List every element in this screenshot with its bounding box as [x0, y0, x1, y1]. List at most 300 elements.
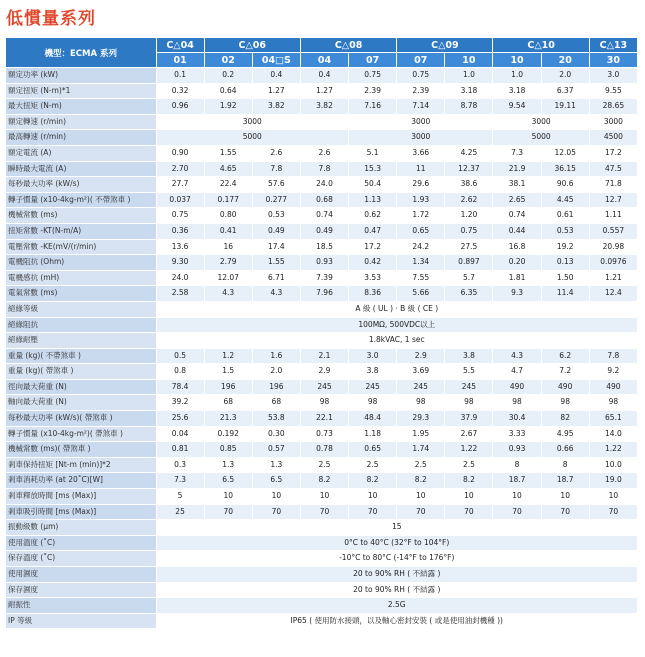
table-cell: 3000 — [349, 130, 493, 146]
table-cell: 0.75 — [349, 68, 397, 84]
table-cell: 1.74 — [397, 442, 445, 458]
table-cell: 98 — [493, 395, 541, 411]
table-row — [6, 582, 638, 598]
table-cell: 98 — [397, 395, 445, 411]
table-cell: 3.8 — [445, 348, 493, 364]
table-row — [6, 379, 638, 395]
table-cell: 24.0 — [300, 177, 348, 193]
table-cell: 20.98 — [589, 239, 637, 255]
table-cell: 2.67 — [445, 426, 493, 442]
table-cell: IP65 ( 使用防水接頭，以及軸心密封安裝 ( 或是使用油封機種 )) — [156, 613, 638, 629]
table-cell: 1.0 — [445, 68, 493, 84]
sub-header: 07 — [397, 53, 445, 68]
table-cell: 12.4 — [589, 286, 637, 302]
table-cell: 98 — [300, 395, 348, 411]
table-cell: 2.5 — [445, 457, 493, 473]
table-cell: 0.037 — [156, 192, 204, 208]
table-cell: 98 — [349, 395, 397, 411]
table-cell: 6.5 — [204, 473, 252, 489]
table-cell: 10 — [589, 489, 637, 505]
table-cell: 0°C to 40°C (32°F to 104°F) — [156, 535, 638, 551]
table-cell: 38.6 — [445, 177, 493, 193]
table-cell: 17.2 — [349, 239, 397, 255]
table-cell: 21.3 — [204, 411, 252, 427]
table-cell: 1.81 — [493, 270, 541, 286]
table-row — [6, 489, 638, 505]
table-cell: 1.20 — [445, 208, 493, 224]
table-cell: 0.557 — [589, 223, 637, 239]
spec-table — [6, 38, 638, 629]
row-label: 保存溫度 (˚C) — [6, 551, 156, 567]
table-cell: 0.41 — [204, 223, 252, 239]
table-cell: 245 — [397, 379, 445, 395]
table-cell: 196 — [204, 379, 252, 395]
table-cell: 0.897 — [445, 255, 493, 271]
table-cell: 1.55 — [252, 255, 300, 271]
row-label: 絕緣等級 — [6, 301, 156, 317]
table-cell: 2.65 — [493, 192, 541, 208]
table-cell: 18.7 — [541, 473, 589, 489]
table-row — [6, 426, 638, 442]
table-cell: 5 — [156, 489, 204, 505]
table-cell: 5.66 — [397, 286, 445, 302]
table-cell: 19.0 — [589, 473, 637, 489]
row-label: 機械常數 (ms)( 帶煞車 ) — [6, 442, 156, 458]
table-cell: 0.64 — [204, 83, 252, 99]
table-cell: 245 — [349, 379, 397, 395]
table-cell: 16.8 — [493, 239, 541, 255]
sub-header: 02 — [204, 53, 252, 68]
table-cell: 48.4 — [349, 411, 397, 427]
table-cell: 2.58 — [156, 286, 204, 302]
sub-header: 07 — [349, 53, 397, 68]
table-row — [6, 473, 638, 489]
table-cell: 0.68 — [300, 192, 348, 208]
table-cell: 1.3 — [252, 457, 300, 473]
table-row — [6, 567, 638, 583]
table-cell: 7.96 — [300, 286, 348, 302]
table-cell: 15 — [156, 520, 638, 536]
table-cell: 5000 — [156, 130, 349, 146]
table-cell: 19.2 — [541, 239, 589, 255]
row-label: 轉子慣量 (x10-4kg-m²)( 不帶煞車 ) — [6, 192, 156, 208]
sub-header: 30 — [589, 53, 637, 68]
table-cell: 0.85 — [204, 442, 252, 458]
row-label: 剎車釋放時間 [ms (Max)] — [6, 489, 156, 505]
table-cell: 47.5 — [589, 161, 637, 177]
table-cell: 4.45 — [541, 192, 589, 208]
table-cell: 0.5 — [156, 348, 204, 364]
table-cell: 4500 — [589, 130, 637, 146]
table-cell: 22.4 — [204, 177, 252, 193]
table-cell: 0.93 — [493, 442, 541, 458]
table-cell: 10 — [541, 489, 589, 505]
table-row — [6, 504, 638, 520]
table-cell: 2.9 — [397, 348, 445, 364]
table-cell: 4.3 — [252, 286, 300, 302]
table-cell: 0.177 — [204, 192, 252, 208]
table-cell: 10 — [300, 489, 348, 505]
table-cell: 0.49 — [300, 223, 348, 239]
table-cell: 0.30 — [252, 426, 300, 442]
table-cell: 0.93 — [300, 255, 348, 271]
table-row — [6, 411, 638, 427]
table-cell: 0.49 — [252, 223, 300, 239]
row-label: 每秒最大功率 (kW/s) — [6, 177, 156, 193]
table-cell: 1.50 — [541, 270, 589, 286]
table-row — [6, 223, 638, 239]
table-cell: 98 — [541, 395, 589, 411]
group-header: C△10 — [493, 38, 589, 53]
table-cell: 11.4 — [541, 286, 589, 302]
table-cell: 7.55 — [397, 270, 445, 286]
table-cell: 27.5 — [445, 239, 493, 255]
table-cell: 8.2 — [349, 473, 397, 489]
table-cell: 65.1 — [589, 411, 637, 427]
table-cell: 2.5 — [397, 457, 445, 473]
table-cell: 0.74 — [493, 208, 541, 224]
table-cell: 0.13 — [541, 255, 589, 271]
table-cell: 196 — [252, 379, 300, 395]
sub-header: 10 — [493, 53, 541, 68]
table-cell: 6.35 — [445, 286, 493, 302]
sub-header: 01 — [156, 53, 204, 68]
table-row — [6, 239, 638, 255]
table-row — [6, 83, 638, 99]
table-cell: 0.74 — [300, 208, 348, 224]
table-cell: 70 — [589, 504, 637, 520]
table-cell: 3000 — [156, 114, 349, 130]
table-row — [6, 520, 638, 536]
table-cell: 37.9 — [445, 411, 493, 427]
table-cell: 17.2 — [589, 145, 637, 161]
table-cell: 2.5 — [300, 457, 348, 473]
table-cell: 0.80 — [204, 208, 252, 224]
row-label: 使用溫度 (˚C) — [6, 535, 156, 551]
table-cell: 3.82 — [300, 99, 348, 115]
table-cell: 0.0976 — [589, 255, 637, 271]
table-cell: 16 — [204, 239, 252, 255]
table-row — [6, 145, 638, 161]
table-row — [6, 301, 638, 317]
row-label: 機械常數 (ms) — [6, 208, 156, 224]
table-cell: 1.92 — [204, 99, 252, 115]
table-cell: 0.277 — [252, 192, 300, 208]
table-cell: 27.7 — [156, 177, 204, 193]
table-cell: 6.5 — [252, 473, 300, 489]
table-cell: 0.81 — [156, 442, 204, 458]
model-header: 機型：ECMA 系列 — [6, 38, 156, 68]
table-cell: 2.6 — [300, 145, 348, 161]
table-cell: 0.192 — [204, 426, 252, 442]
table-cell: 1.0 — [493, 68, 541, 84]
table-cell: 70 — [300, 504, 348, 520]
table-cell: 1.95 — [397, 426, 445, 442]
table-cell: 0.90 — [156, 145, 204, 161]
table-cell: 3000 — [493, 114, 589, 130]
table-cell: 1.18 — [349, 426, 397, 442]
table-cell: 0.36 — [156, 223, 204, 239]
row-label: 保存濕度 — [6, 582, 156, 598]
table-cell: 0.65 — [349, 442, 397, 458]
table-cell: 25 — [156, 504, 204, 520]
table-cell: 2.39 — [349, 83, 397, 99]
table-cell: 8.36 — [349, 286, 397, 302]
table-cell: 50.4 — [349, 177, 397, 193]
row-label: 電機阻抗 (Ohm) — [6, 255, 156, 271]
table-row — [6, 99, 638, 115]
table-cell: 7.3 — [156, 473, 204, 489]
table-cell: 3.0 — [349, 348, 397, 364]
table-cell: 3000 — [589, 114, 637, 130]
table-cell: 70 — [445, 504, 493, 520]
table-cell: 90.6 — [541, 177, 589, 193]
table-cell: 1.11 — [589, 208, 637, 224]
table-cell: 10 — [493, 489, 541, 505]
table-cell: 12.37 — [445, 161, 493, 177]
table-cell: 6.2 — [541, 348, 589, 364]
table-cell: 36.15 — [541, 161, 589, 177]
table-row — [6, 114, 638, 130]
table-cell: 0.42 — [349, 255, 397, 271]
row-label: 每秒最大功率 (kW/s)( 帶煞車 ) — [6, 411, 156, 427]
table-cell: 1.3 — [204, 457, 252, 473]
table-cell: 4.7 — [493, 364, 541, 380]
table-row — [6, 457, 638, 473]
table-cell: 21.9 — [493, 161, 541, 177]
table-cell: 20 to 90% RH ( 不結露 ) — [156, 582, 638, 598]
table-cell: 2.5 — [349, 457, 397, 473]
table-cell: 53.8 — [252, 411, 300, 427]
table-cell: 68 — [204, 395, 252, 411]
table-cell: 9.30 — [156, 255, 204, 271]
table-cell: 1.21 — [589, 270, 637, 286]
table-cell: 0.4 — [300, 68, 348, 84]
table-cell: 10 — [397, 489, 445, 505]
group-header: C△04 — [156, 38, 204, 53]
table-cell: 0.75 — [397, 68, 445, 84]
table-cell: 3.18 — [445, 83, 493, 99]
table-cell: 70 — [204, 504, 252, 520]
table-row — [6, 270, 638, 286]
table-cell: 4.3 — [204, 286, 252, 302]
table-cell: 3.33 — [493, 426, 541, 442]
table-cell: 78.4 — [156, 379, 204, 395]
table-cell: 9.3 — [493, 286, 541, 302]
group-header: C△13 — [589, 38, 637, 53]
table-cell: 1.72 — [397, 208, 445, 224]
row-label: 額定電流 (A) — [6, 145, 156, 161]
table-row — [6, 613, 638, 629]
table-cell: 70 — [349, 504, 397, 520]
table-cell: 8.2 — [445, 473, 493, 489]
row-label: 徑向最大荷重 (N) — [6, 379, 156, 395]
table-cell: 25.6 — [156, 411, 204, 427]
table-cell: 3.0 — [589, 68, 637, 84]
row-label: 電壓常數 -KE(mV/(r/min) — [6, 239, 156, 255]
table-cell: 3.53 — [349, 270, 397, 286]
table-cell: 2.39 — [397, 83, 445, 99]
table-cell: 1.8kVAC, 1 sec — [156, 333, 638, 349]
table-cell: 70 — [252, 504, 300, 520]
table-cell: 10 — [445, 489, 493, 505]
table-cell: 10 — [204, 489, 252, 505]
table-cell: 1.27 — [252, 83, 300, 99]
row-label: 剎車保持扭矩 [Nt-m (min)]*2 — [6, 457, 156, 473]
table-cell: 18.7 — [493, 473, 541, 489]
table-row — [6, 192, 638, 208]
table-row — [6, 395, 638, 411]
table-cell: 6.37 — [541, 83, 589, 99]
table-cell: 1.27 — [300, 83, 348, 99]
table-cell: 5000 — [493, 130, 589, 146]
table-cell: 2.5G — [156, 598, 638, 614]
table-cell: 9.2 — [589, 364, 637, 380]
table-cell: 4.95 — [541, 426, 589, 442]
row-label: 剎車消耗功率 (at 20˚C)[W] — [6, 473, 156, 489]
table-cell: 38.1 — [493, 177, 541, 193]
table-cell: 0.1 — [156, 68, 204, 84]
table-row — [6, 551, 638, 567]
table-cell: 0.57 — [252, 442, 300, 458]
table-cell: 1.93 — [397, 192, 445, 208]
table-cell: 4.25 — [445, 145, 493, 161]
table-cell: 71.8 — [589, 177, 637, 193]
table-row — [6, 535, 638, 551]
row-label: IP 等級 — [6, 613, 156, 629]
table-cell: 0.53 — [252, 208, 300, 224]
table-cell: 70 — [493, 504, 541, 520]
table-cell: 5.5 — [445, 364, 493, 380]
table-cell: 2.6 — [252, 145, 300, 161]
table-cell: 0.78 — [300, 442, 348, 458]
page-title: 低慣量系列 — [6, 9, 96, 29]
table-cell: 18.5 — [300, 239, 348, 255]
table-cell: 10 — [252, 489, 300, 505]
table-cell: 7.2 — [541, 364, 589, 380]
table-cell: 1.34 — [397, 255, 445, 271]
table-cell: 3000 — [349, 114, 493, 130]
table-cell: 0.61 — [541, 208, 589, 224]
table-cell: 8.2 — [397, 473, 445, 489]
sub-header: 10 — [445, 53, 493, 68]
table-cell: 3.18 — [493, 83, 541, 99]
row-label: 重量 (kg)( 不帶煞車 ) — [6, 348, 156, 364]
row-label: 重量 (kg)( 帶煞車 ) — [6, 364, 156, 380]
table-cell: 0.44 — [493, 223, 541, 239]
table-cell: 39.2 — [156, 395, 204, 411]
table-cell: 15.3 — [349, 161, 397, 177]
table-cell: 6.71 — [252, 270, 300, 286]
table-cell: 3.82 — [252, 99, 300, 115]
table-row — [6, 348, 638, 364]
sub-header: 20 — [541, 53, 589, 68]
table-cell: 7.16 — [349, 99, 397, 115]
table-cell: 4.65 — [204, 161, 252, 177]
table-cell: 1.22 — [589, 442, 637, 458]
table-cell: 7.8 — [252, 161, 300, 177]
table-cell: 0.2 — [204, 68, 252, 84]
table-cell: 4.3 — [493, 348, 541, 364]
table-cell: 0.73 — [300, 426, 348, 442]
row-label: 絕緣耐壓 — [6, 333, 156, 349]
table-cell: 0.3 — [156, 457, 204, 473]
table-cell: 12.07 — [204, 270, 252, 286]
table-cell: 2.9 — [300, 364, 348, 380]
table-cell: 7.8 — [589, 348, 637, 364]
table-cell: 82 — [541, 411, 589, 427]
table-cell: 490 — [589, 379, 637, 395]
row-label: 剎車吸引時間 [ms (Max)] — [6, 504, 156, 520]
row-label: 電氣常數 (ms) — [6, 286, 156, 302]
table-cell: 20 to 90% RH ( 不結露 ) — [156, 567, 638, 583]
table-cell: A 級 ( UL ) · B 級 ( CE ) — [156, 301, 638, 317]
table-cell: 29.6 — [397, 177, 445, 193]
table-cell: -10°C to 80°C (-14°F to 176°F) — [156, 551, 638, 567]
table-cell: 2.79 — [204, 255, 252, 271]
table-cell: 1.22 — [445, 442, 493, 458]
row-label: 振動級數 (μm) — [6, 520, 156, 536]
table-cell: 8.78 — [445, 99, 493, 115]
table-cell: 14.0 — [589, 426, 637, 442]
table-cell: 1.55 — [204, 145, 252, 161]
table-cell: 7.39 — [300, 270, 348, 286]
table-cell: 2.0 — [252, 364, 300, 380]
table-cell: 30.4 — [493, 411, 541, 427]
table-cell: 11 — [397, 161, 445, 177]
table-cell: 1.5 — [204, 364, 252, 380]
table-cell: 0.20 — [493, 255, 541, 271]
table-cell: 0.8 — [156, 364, 204, 380]
table-cell: 98 — [589, 395, 637, 411]
table-cell: 7.14 — [397, 99, 445, 115]
row-label: 額定扭矩 (N-m)*1 — [6, 83, 156, 99]
table-cell: 17.4 — [252, 239, 300, 255]
table-cell: 2.70 — [156, 161, 204, 177]
table-cell: 22.1 — [300, 411, 348, 427]
table-cell: 0.62 — [349, 208, 397, 224]
row-label: 瞬時最大電流 (A) — [6, 161, 156, 177]
table-cell: 0.04 — [156, 426, 204, 442]
table-cell: 0.32 — [156, 83, 204, 99]
table-cell: 3.66 — [397, 145, 445, 161]
table-cell: 245 — [445, 379, 493, 395]
table-cell: 12.7 — [589, 192, 637, 208]
table-cell: 57.6 — [252, 177, 300, 193]
table-cell: 5.1 — [349, 145, 397, 161]
row-label: 最高轉速 (r/min) — [6, 130, 156, 146]
table-row — [6, 598, 638, 614]
table-cell: 8 — [493, 457, 541, 473]
row-label: 額定功率 (kW) — [6, 68, 156, 84]
table-row — [6, 317, 638, 333]
table-cell: 13.6 — [156, 239, 204, 255]
table-cell: 1.13 — [349, 192, 397, 208]
table-cell: 9.55 — [589, 83, 637, 99]
table-cell: 24.2 — [397, 239, 445, 255]
table-cell: 7.3 — [493, 145, 541, 161]
table-row — [6, 255, 638, 271]
table-cell: 7.8 — [300, 161, 348, 177]
table-cell: 8 — [541, 457, 589, 473]
table-cell: 1.2 — [204, 348, 252, 364]
table-cell: 24.0 — [156, 270, 204, 286]
table-cell: 2.0 — [541, 68, 589, 84]
row-label: 額定轉速 (r/min) — [6, 114, 156, 130]
table-cell: 10.0 — [589, 457, 637, 473]
table-cell: 2.62 — [445, 192, 493, 208]
row-label: 耐振性 — [6, 598, 156, 614]
